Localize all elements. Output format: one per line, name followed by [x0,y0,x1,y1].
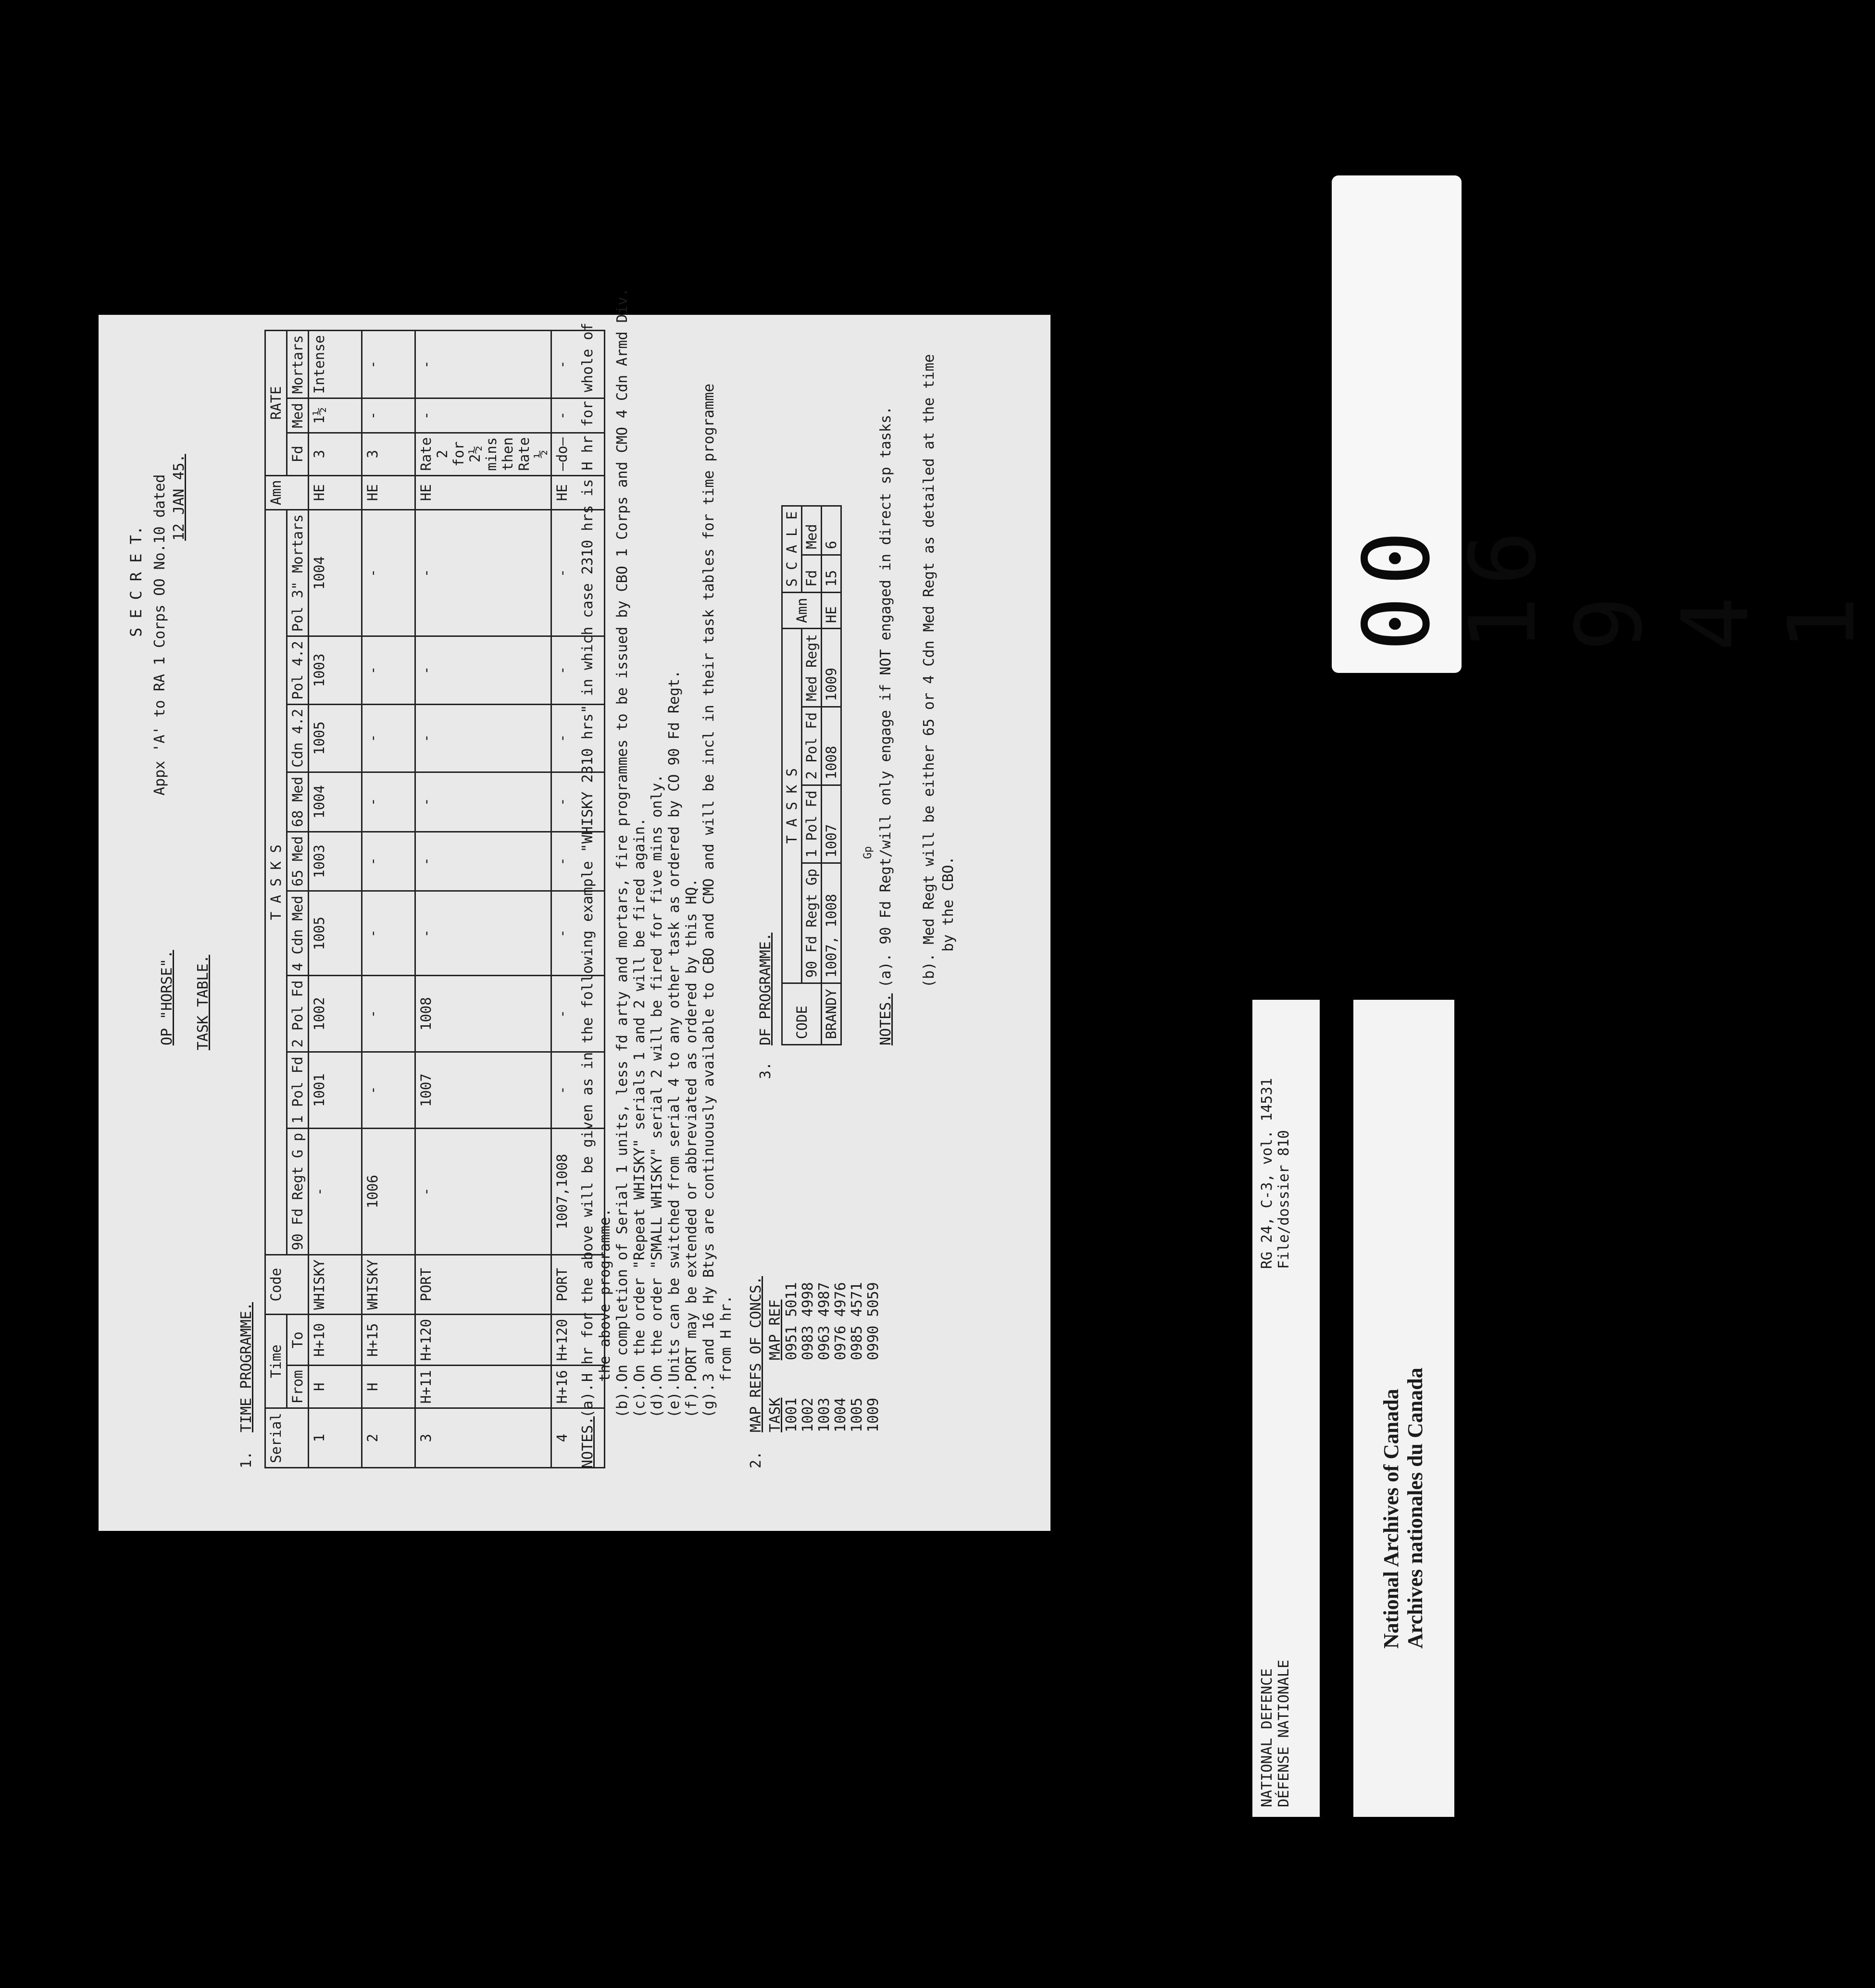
cell-serial: 4 [551,1408,605,1468]
cell-amn: HE [362,475,415,509]
cell-to: H+120 [415,1315,551,1366]
df-col-1polfd: 1 Pol Fd [802,785,822,863]
cell-t7: - [415,704,551,772]
col-t5: 65 Med [287,832,309,891]
cell-t3: 1002 [309,976,362,1052]
cell-amn: HE [309,475,362,509]
archive-reference-label [1252,1000,1320,1817]
cell-from: H+11 [415,1366,551,1408]
cell-t8: - [551,636,605,704]
df-col-medregt: Med Regt [802,629,822,707]
cell-t8: 1003 [309,636,362,704]
national-archives-label [1353,1000,1454,1817]
cell-t5: - [415,832,551,891]
dept-fr: DÉFENSE NATIONALE [1275,1659,1292,1807]
note-key: (f). [683,1383,700,1418]
df-col-scale: S C A L E [782,506,802,592]
col-to: To [287,1315,309,1366]
cell-t6: - [362,772,415,832]
note-text: Units can be switched from serial 4 to any other task as ordered by CO 90 Fd Regt. [666,670,683,1382]
cell-t4: 1005 [309,891,362,976]
cell-t2: - [362,1052,415,1129]
operation-title: OP "HORSE". [159,950,175,1045]
cell-t9: - [551,509,605,636]
note-item [700,384,718,1418]
df-col-90fd: 90 Fd Regt Gp [802,863,822,983]
cell-t5: - [362,832,415,891]
cell-serial: 3 [415,1408,551,1468]
cell-t9: - [362,509,415,636]
cell-t8: - [362,636,415,704]
cell-code: WHISKY [362,1255,415,1315]
cell-from: H [309,1366,362,1408]
cell-t4: - [362,891,415,976]
cell-fd: 3 [362,433,415,475]
note-item [597,1208,614,1418]
col-amn: Amn [265,475,309,509]
df-col-fd: Fd [802,555,822,592]
map-ref-row [800,1282,816,1432]
note-text: On completion of Serial 1 units, less fd arty and mortars, fire programmes to be issued by CBO 1 Corps and CMO 4 Cdn Armd Div. [614,288,631,1382]
cell-med: - [415,398,551,433]
map-ref-task: 1003 [816,1397,833,1432]
col-rate: RATE [265,331,287,475]
cell-t5: 1003 [309,832,362,891]
map-refs-col-task: TASK [767,1397,784,1432]
notes-label: NOTES. [579,1416,596,1468]
section3-number: 3. [757,1061,774,1079]
section1-heading: TIME PROGRAMME. [238,1302,255,1432]
note-text: PORT may be extended or abbreviated as ordered by this HQ. [683,878,700,1382]
cell-t1: - [415,1128,551,1255]
col-fd: Fd [287,433,309,475]
file-ref: File/dossier 810 [1275,1130,1292,1269]
df-cell-amn: HE [822,592,841,628]
col-time: Time [265,1315,287,1408]
note-item [579,323,597,1418]
cell-to: H+10 [309,1315,362,1366]
note-text: from H hr. [718,1295,735,1382]
cell-t3: - [362,976,415,1052]
note-text: H hr for the above will be given as in the following example "WHISKY 2310 hrs" in which case 2310 hrs is H hr for whole of [579,323,596,1382]
cell-t7: - [551,704,605,772]
cell-code: PORT [551,1255,605,1315]
time-programme-row [362,331,415,1468]
df-cell-90fd: 1007, 1008 [822,863,841,983]
cell-t6: - [415,772,551,832]
cell-t9: 1004 [309,509,362,636]
map-ref-task: 1004 [832,1397,849,1432]
col-from: From [287,1366,309,1408]
cell-amn: HE [551,475,605,509]
df-cell-code: BRANDY [822,983,841,1045]
df-note-a: (a). 90 Fd Regt/will only engage if NOT engaged in direct sp tasks. [877,406,894,988]
df-col-2polfd: 2 Pol Fd [802,707,822,785]
section3-heading: DF PROGRAMME. [757,932,774,1045]
map-ref-task: 1009 [865,1397,882,1432]
cell-med: - [551,398,605,433]
archive-stamp-number [1332,175,1875,673]
map-ref-row [784,1282,800,1432]
appendix-ref: Appx 'A' to RA 1 Corps OO No.10 dated [151,474,168,795]
map-ref-value: 0990 5059 [865,1282,882,1360]
secret-marking: S E C R E T. [127,525,145,637]
map-ref-row [816,1282,833,1432]
col-t4: 4 Cdn Med [287,891,309,976]
map-ref-row [849,1282,865,1432]
df-note-b-line2: by the CBO. [940,856,957,952]
cell-to: H+120 [551,1315,605,1366]
cell-fd: Rate 2 for 2½ mins then Rate ½ [415,433,551,475]
col-t3: 2 Pol Fd [287,976,309,1052]
section2-number: 2. [748,1451,764,1468]
nac-fr: Archives nationales du Canada [1403,1367,1427,1649]
df-col-tasks: T A S K S [782,629,802,983]
document-sheet [99,288,1050,1531]
time-programme-table [264,330,605,1468]
col-t2: 1 Pol Fd [287,1052,309,1129]
map-ref-row [865,1282,882,1432]
cell-t3: 1008 [415,976,551,1052]
df-col-amn: Amn [782,592,822,628]
section1-number: 1. [238,1451,255,1468]
cell-mortars: - [362,331,415,398]
df-cell-fd: 15 [822,555,841,592]
df-programme-table [781,505,842,1045]
note-key: (c). [631,1383,648,1418]
note-key: (a). [579,1383,596,1418]
dept-en: NATIONAL DEFENCE [1259,1668,1275,1807]
stamp-digits: 00 16 9 4 1 [1344,520,1875,651]
cell-med: - [362,398,415,433]
map-ref-task: 1002 [800,1397,816,1432]
note-item [718,1295,735,1418]
map-ref-value: 0976 4976 [832,1282,849,1360]
time-programme-row [309,331,362,1468]
cell-t8: - [415,636,551,704]
col-tasks: T A S K S [265,509,287,1255]
cell-t4: - [551,891,605,976]
col-med: Med [287,398,309,433]
cell-serial: 1 [309,1408,362,1468]
note-item [683,878,700,1418]
cell-from: H+16 [551,1366,605,1408]
cell-t1: 1006 [362,1128,415,1255]
col-t1: 90 Fd Regt G p [287,1128,309,1255]
cell-t6: 1004 [309,772,362,832]
note-item [666,670,683,1418]
df-cell-1polfd: 1007 [822,785,841,863]
time-programme-row [415,331,551,1468]
cell-from: H [362,1366,415,1408]
map-ref-value: 0951 5011 [783,1282,800,1360]
cell-serial: 2 [362,1408,415,1468]
col-mortars: Mortars [287,331,309,398]
nac-en: National Archives of Canada [1379,1389,1403,1649]
col-serial: Serial [265,1408,309,1468]
note-item [631,818,649,1418]
df-col-med: Med [802,506,822,555]
note-key: (g). [700,1383,717,1418]
cell-code: WHISKY [309,1255,362,1315]
note-text: 3 and 16 Hy Btys are continuously available to CBO and CMO and will be incl in their task tables for time programme [700,383,717,1382]
col-code: Code [265,1255,309,1315]
cell-mortars: - [415,331,551,398]
note-text: On the order "SMALL WHISKY" serial 2 will be fired for five mins only. [649,774,665,1382]
cell-fd: 3 [309,433,362,475]
cell-t4: - [415,891,551,976]
col-t7: Cdn 4.2 [287,704,309,772]
note-text: the above programme. [597,1208,613,1382]
df-notes-label: NOTES. [877,993,894,1045]
cell-med: 1½ [309,398,362,433]
df-cell-med: 6 [822,506,841,555]
map-ref-value: 0983 4998 [800,1282,816,1360]
note-key: (e). [666,1383,683,1418]
df-note-a-superscript: Gp [862,846,874,859]
cell-t9: - [415,509,551,636]
cell-t2: 1007 [415,1052,551,1129]
df-col-code: CODE [782,983,822,1045]
cell-fd: —do— [551,433,605,475]
map-ref-value: 0985 4571 [849,1282,865,1360]
note-key: (b). [614,1383,631,1418]
df-cell-medregt: 1009 [822,629,841,707]
map-refs-col-ref: MAP REF [767,1299,784,1360]
cell-t1: - [309,1128,362,1255]
cell-t6: - [551,772,605,832]
cell-to: H+15 [362,1315,415,1366]
map-refs-heading: MAP REFS OF CONCS. [748,1276,764,1432]
cell-mortars: - [551,331,605,398]
note-key: (d). [649,1383,665,1418]
map-ref-task: 1001 [783,1397,800,1432]
cell-t7: 1005 [309,704,362,772]
cell-t2: - [551,1052,605,1129]
cell-t3: - [551,976,605,1052]
df-cell-2polfd: 1008 [822,707,841,785]
cell-t2: 1001 [309,1052,362,1129]
record-group-ref: RG 24, C-3, vol. 14531 [1259,1078,1275,1269]
col-t6: 68 Med [287,772,309,832]
map-ref-value: 0963 4987 [816,1282,833,1360]
df-note-b-line1: (b). Med Regt will be either 65 or 4 Cdn Med Regt as detailed at the time [921,354,938,988]
map-ref-row [833,1282,849,1432]
note-item [649,774,666,1418]
cell-t7: - [362,704,415,772]
task-table-title: TASK TABLE. [195,955,212,1050]
cell-t1: 1007,1008 [551,1128,605,1255]
note-item [614,288,631,1418]
note-text: On the order "Repeat WHISKY" serials 1 and 2 will be fired again. [631,818,648,1382]
cell-code: PORT [415,1255,551,1315]
cell-amn: HE [415,475,551,509]
cell-t5: - [551,832,605,891]
col-t9: Pol 3" Mortars [287,509,309,636]
appendix-date: 12 JAN 45. [171,454,188,541]
col-t8: Pol 4.2 [287,636,309,704]
map-ref-task: 1005 [849,1397,865,1432]
cell-mortars: Intense [309,331,362,398]
